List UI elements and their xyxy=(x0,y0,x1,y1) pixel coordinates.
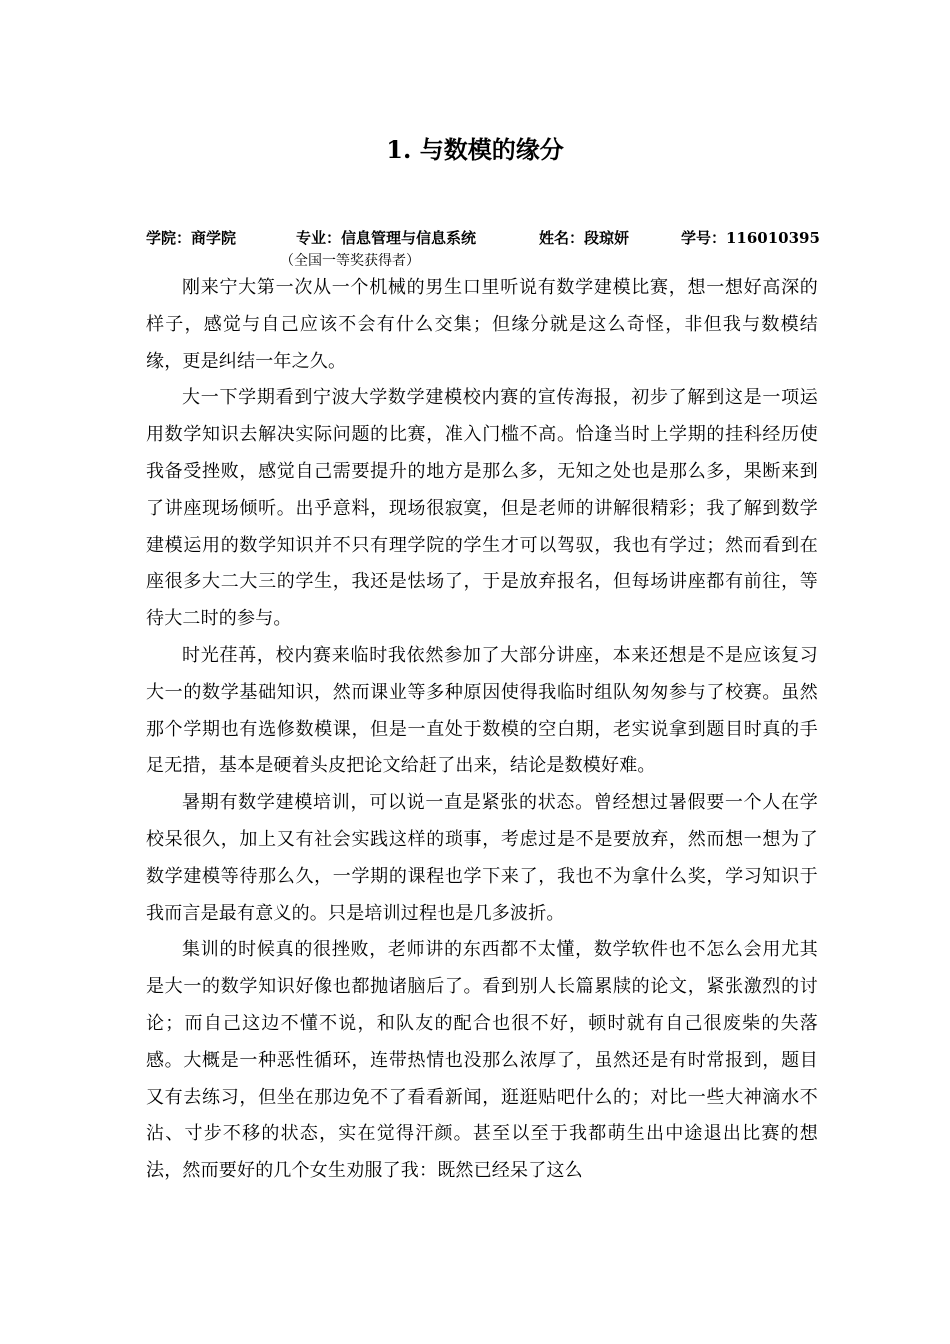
student-id-label: 学号：116010395 xyxy=(681,229,820,247)
article-body xyxy=(146,270,818,1190)
paragraph: 时光荏苒，校内赛来临时我依然参加了大部分讲座，本来还想是不是应该复习大一的数学基础知识，然而课业等多种原因使得我临时组队匆匆参与了校赛。虽然那个学期也有选修数模课，但是一直处于数模的空白期，老实说拿到题目时真的手足无措，基本是硬着头皮把论文给赶了出来，结论是数模好难。 xyxy=(146,644,818,777)
award-note: （全国一等奖获得者） xyxy=(280,253,420,269)
major-label: 专业：信息管理与信息系统 xyxy=(296,229,477,247)
paragraph: 大一下学期看到宁波大学数学建模校内赛的宣传海报，初步了解到这是一项运用数学知识去解决实际问题的比赛，准入门槛不高。恰逢当时上学期的挂科经历使我备受挫败，感觉自己需要提升的地方是那么多，无知之处也是那么多，果断来到了讲座现场倾听。出乎意料，现场很寂寞，但是老师的讲解很精彩；我了解到数学建模运用的数学知识并不只有理学院的学生才可以驾驭，我也有学过；然而看到在座很多大二大三的学生，我还是怯场了，于是放弃报名，但每场讲座都有前往，等待大二时的参与。 xyxy=(146,387,818,630)
author-name-label: 姓名：段琼妍 xyxy=(539,229,630,247)
paragraph: 刚来宁大第一次从一个机械的男生口里听说有数学建模比赛，想一想好高深的样子，感觉与自己应该不会有什么交集；但缘分就是这么奇怪，非但我与数模结缘，更是纠结一年之久。 xyxy=(146,277,818,372)
college-label: 学院：商学院 xyxy=(146,229,237,247)
paragraph: 暑期有数学建模培训，可以说一直是紧张的状态。曾经想过暑假要一个人在学校呆很久，加上又有社会实践这样的琐事，考虑过是不是要放弃，然而想一想为了数学建模等待那么久，一学期的课程也学下来了，我也不为拿什么奖，学习知识于我而言是最有意义的。只是培训过程也是几多波折。 xyxy=(146,792,818,924)
author-info-line xyxy=(146,227,826,249)
paragraph: 集训的时候真的很挫败，老师讲的东西都不太懂，数学软件也不怎么会用尤其是大一的数学知识好像也都抛诸脑后了。看到别人长篇累牍的论文，紧张激烈的讨论；而自己这边不懂不说，和队友的配合也很不好，顿时就有自己很废柴的失落感。大概是一种恶性循环，连带热情也没那么浓厚了，虽然还是有时常报到，题目又有去练习，但坐在那边免不了看看新闻，逛逛贴吧什么的；对比一些大神滴水不沾、寸步不移的状态，实在觉得汗颜。甚至以至于我都萌生出中途退出比赛的想法，然而要好的几个女生劝服了我：既然已经呆了这么 xyxy=(146,939,818,1182)
page-title: 1. 与数模的缘分 xyxy=(386,135,564,164)
